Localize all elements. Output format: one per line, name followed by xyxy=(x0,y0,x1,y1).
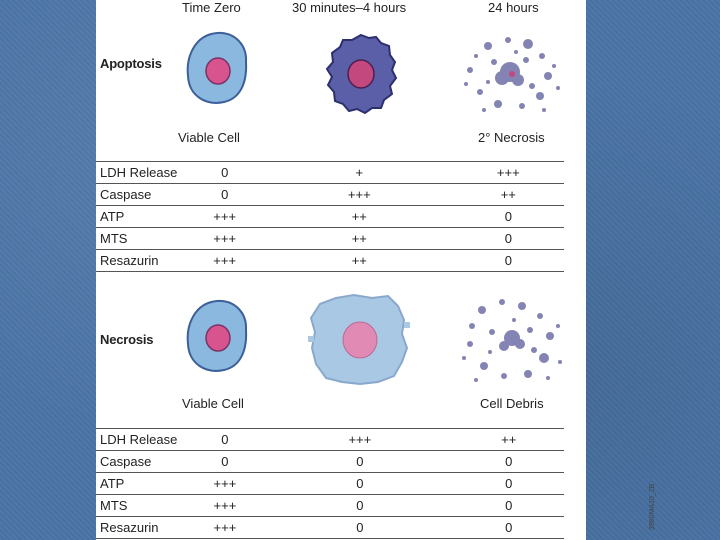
row-label: ATP xyxy=(96,473,194,495)
header-30min-4h: 30 minutes–4 hours xyxy=(292,0,407,15)
row-label: Caspase xyxy=(96,451,194,473)
value-time-zero: 0 xyxy=(194,429,257,451)
table-row xyxy=(96,250,564,272)
figure-id: 3960MA10_2B xyxy=(649,483,656,530)
value-time-zero: 0 xyxy=(194,451,257,473)
table-row xyxy=(96,517,564,539)
value-30min-4h: 0 xyxy=(256,473,433,495)
header-time-zero: Time Zero xyxy=(182,0,241,15)
apoptotic-cell xyxy=(324,32,398,116)
secondary-necrosis-debris xyxy=(458,26,566,118)
apoptosis-label: Apoptosis xyxy=(100,56,162,71)
header-24h: 24 hours xyxy=(488,0,539,15)
value-time-zero: +++ xyxy=(194,495,257,517)
value-time-zero: +++ xyxy=(194,517,257,539)
value-24h: 0 xyxy=(433,228,564,250)
value-24h: ++ xyxy=(433,429,564,451)
table-row xyxy=(96,184,564,206)
value-24h: +++ xyxy=(433,162,564,184)
viable-cell-apoptosis xyxy=(184,30,250,106)
value-time-zero: +++ xyxy=(193,228,256,250)
value-24h: ++ xyxy=(433,184,564,206)
apoptosis-assay-table xyxy=(96,161,564,272)
apoptosis-necrosis-caption: 2° Necrosis xyxy=(478,130,545,145)
value-30min-4h: 0 xyxy=(256,451,433,473)
necrosis-viable-caption: Viable Cell xyxy=(182,396,244,411)
value-30min-4h: +++ xyxy=(256,184,433,206)
value-30min-4h: 0 xyxy=(256,517,433,539)
table-row xyxy=(96,206,564,228)
row-label: Caspase xyxy=(96,184,193,206)
row-label: LDH Release xyxy=(96,429,194,451)
value-30min-4h: ++ xyxy=(256,250,433,272)
necrosis-label: Necrosis xyxy=(100,332,154,347)
table-row xyxy=(96,495,564,517)
value-time-zero: +++ xyxy=(194,473,257,495)
value-30min-4h: + xyxy=(256,162,433,184)
value-30min-4h: ++ xyxy=(256,228,433,250)
value-24h: 0 xyxy=(433,473,564,495)
value-30min-4h: ++ xyxy=(256,206,433,228)
value-24h: 0 xyxy=(433,206,564,228)
value-time-zero: +++ xyxy=(193,250,256,272)
row-label: MTS xyxy=(96,495,194,517)
value-30min-4h: 0 xyxy=(256,495,433,517)
value-time-zero: 0 xyxy=(193,184,256,206)
table-row xyxy=(96,473,564,495)
necrosis-assay-table xyxy=(96,428,564,539)
table-row xyxy=(96,451,564,473)
table-row xyxy=(96,162,564,184)
row-label: LDH Release xyxy=(96,162,193,184)
slide-panel xyxy=(96,0,656,540)
table-row xyxy=(96,429,564,451)
row-label: MTS xyxy=(96,228,193,250)
value-time-zero: +++ xyxy=(193,206,256,228)
value-30min-4h: +++ xyxy=(256,429,433,451)
cell-debris xyxy=(458,292,566,386)
necrosis-debris-caption: Cell Debris xyxy=(480,396,544,411)
row-label: Resazurin xyxy=(96,517,194,539)
value-24h: 0 xyxy=(433,495,564,517)
value-24h: 0 xyxy=(433,517,564,539)
viable-cell-necrosis xyxy=(184,298,250,374)
table-row xyxy=(96,228,564,250)
row-label: Resazurin xyxy=(96,250,193,272)
necrotic-swollen-cell xyxy=(308,292,410,388)
row-label: ATP xyxy=(96,206,193,228)
apoptosis-viable-caption: Viable Cell xyxy=(178,130,240,145)
value-time-zero: 0 xyxy=(193,162,256,184)
value-24h: 0 xyxy=(433,250,564,272)
value-24h: 0 xyxy=(433,451,564,473)
